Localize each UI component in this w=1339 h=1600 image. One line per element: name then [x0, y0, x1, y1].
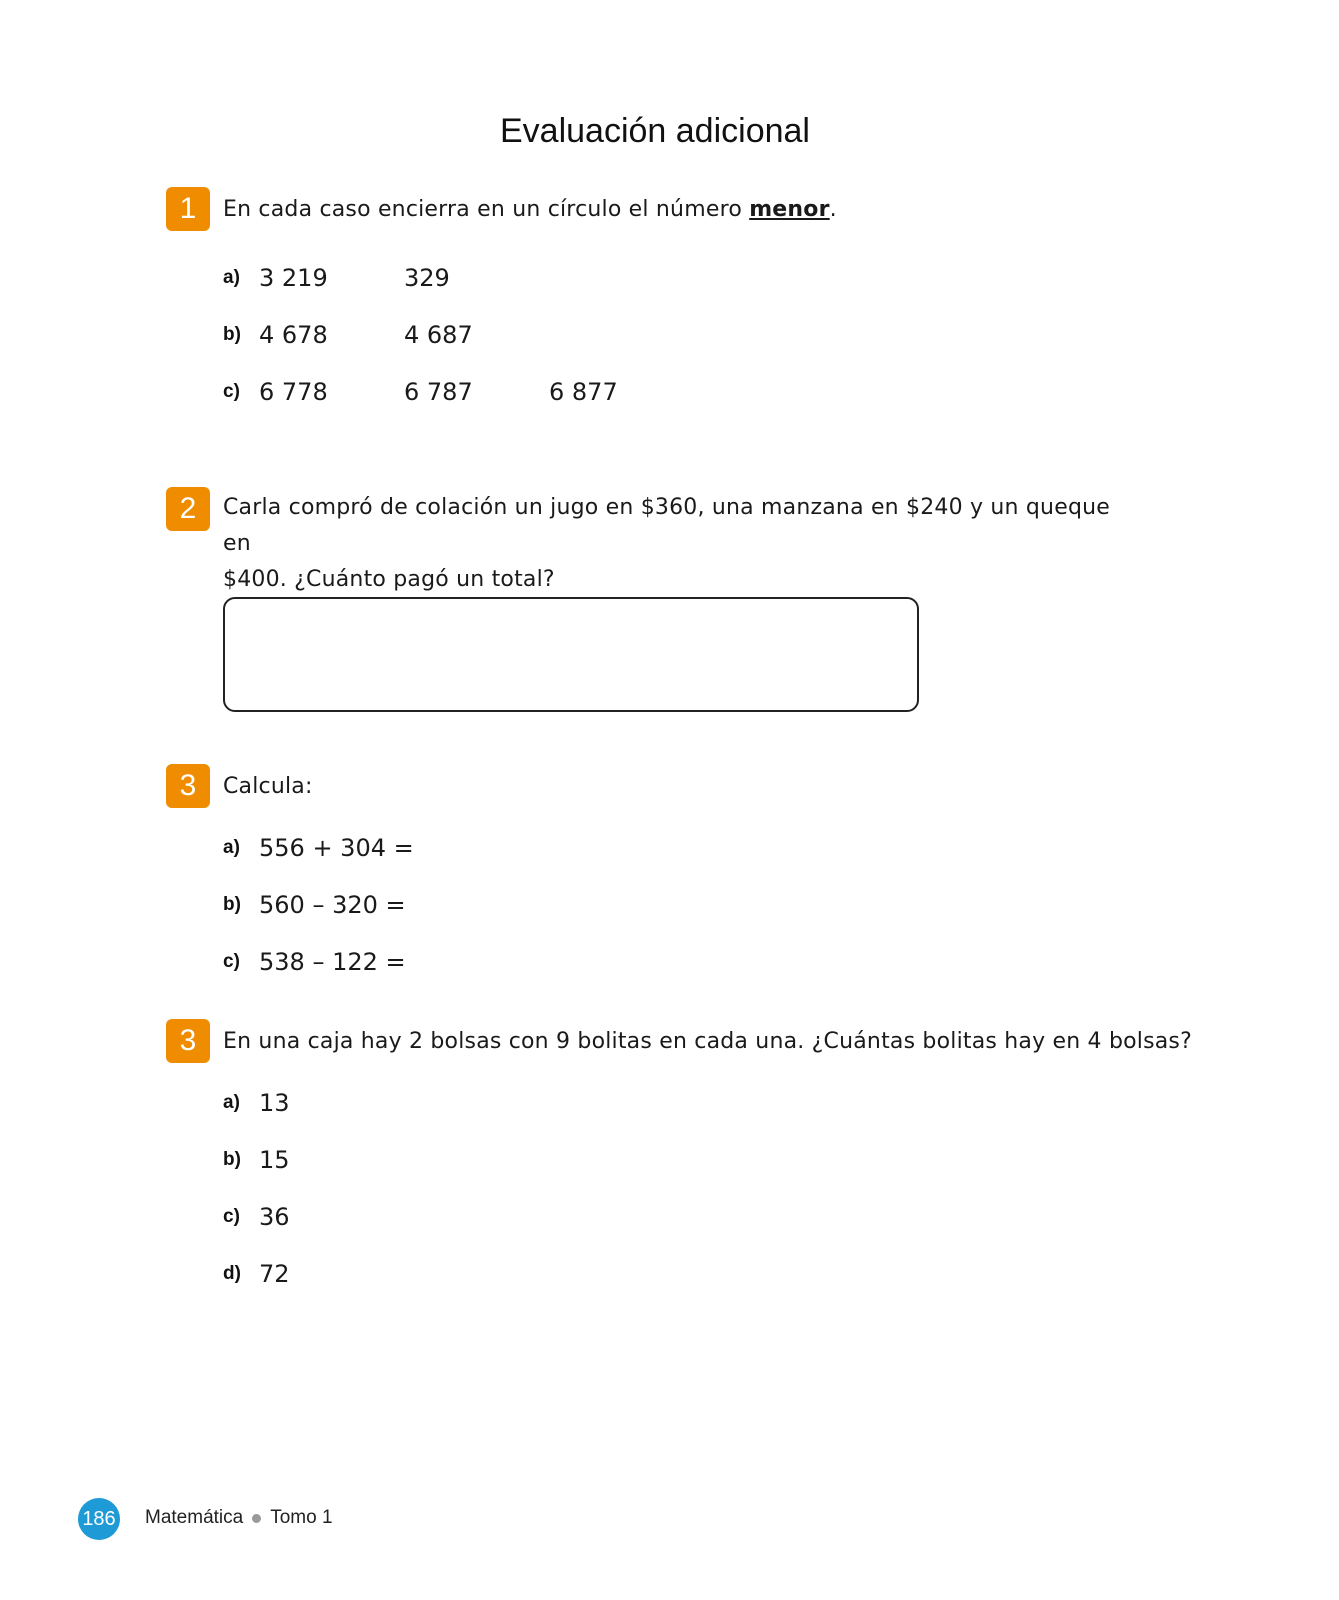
- q3-label-b: b): [223, 894, 241, 915]
- question-1-period: .: [829, 197, 837, 222]
- q1-b-option-1[interactable]: 4 678: [259, 321, 328, 349]
- question-2-text: [223, 490, 1123, 598]
- q3-c-expression: 538 – 122 =: [259, 948, 406, 976]
- footer-text: [145, 1507, 333, 1529]
- question-2-badge: 2: [166, 487, 210, 531]
- q1-c-option-1[interactable]: 6 778: [259, 378, 328, 406]
- q4-label-b: b): [223, 1149, 241, 1170]
- q1-label-a: a): [223, 267, 240, 288]
- q3-b-expression: 560 – 320 =: [259, 891, 406, 919]
- q1-b-option-2[interactable]: 4 687: [404, 321, 473, 349]
- q3-label-a: a): [223, 837, 240, 858]
- footer-subject: Matemática: [145, 1507, 244, 1528]
- question-2-line-1: Carla compró de colación un jugo en $360, una manzana en $240 y un queque en: [223, 495, 1110, 556]
- q1-a-option-2[interactable]: 329: [404, 264, 450, 292]
- q4-label-a: a): [223, 1092, 240, 1113]
- question-1-instruction: En cada caso encierra en un círculo el número: [223, 197, 750, 222]
- page-number: 186: [78, 1498, 120, 1540]
- q4-label-d: d): [223, 1263, 241, 1284]
- question-4-badge: 3: [166, 1019, 210, 1063]
- question-1-text: [223, 192, 837, 228]
- q4-option-d[interactable]: 72: [259, 1260, 290, 1288]
- page-title: Evaluación adicional: [500, 112, 810, 150]
- q1-a-option-1[interactable]: 3 219: [259, 264, 328, 292]
- q4-option-b[interactable]: 15: [259, 1146, 290, 1174]
- q3-a-expression: 556 + 304 =: [259, 834, 414, 862]
- question-4-text: En una caja hay 2 bolsas con 9 bolitas en cada una. ¿Cuántas bolitas hay en 4 bolsas?: [223, 1029, 1192, 1054]
- question-3-text: Calcula:: [223, 774, 313, 799]
- q4-option-c[interactable]: 36: [259, 1203, 290, 1231]
- q1-c-option-3[interactable]: 6 877: [549, 378, 618, 406]
- answer-box[interactable]: [223, 597, 919, 712]
- question-2-line-2: $400. ¿Cuánto pagó un total?: [223, 567, 555, 592]
- footer-volume: Tomo 1: [270, 1507, 333, 1528]
- q4-label-c: c): [223, 1206, 240, 1227]
- question-1-badge: 1: [166, 187, 210, 231]
- q3-label-c: c): [223, 951, 240, 972]
- q4-option-a[interactable]: 13: [259, 1089, 290, 1117]
- q1-c-option-2[interactable]: 6 787: [404, 378, 473, 406]
- q1-label-c: c): [223, 381, 240, 402]
- question-1-emphasis: menor: [749, 197, 830, 222]
- q1-label-b: b): [223, 324, 241, 345]
- separator-dot-icon: [252, 1514, 261, 1523]
- question-3-badge: 3: [166, 764, 210, 808]
